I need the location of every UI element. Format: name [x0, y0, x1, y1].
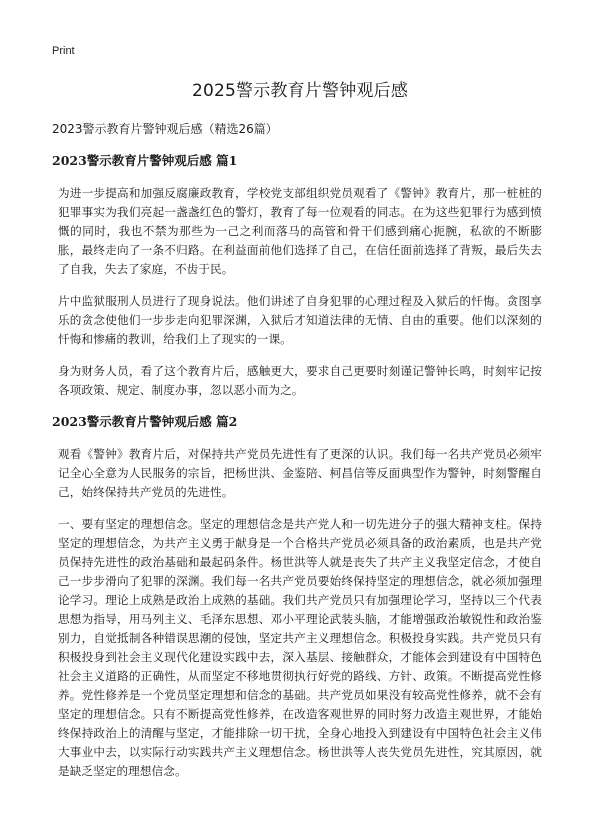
- paragraph: 片中监狱服刑人员进行了现身说法。他们讲述了自身犯罪的心理过程及入狱后的忏悔。贪图享乐的贪念使他们一步步走向犯罪深渊，入狱后才知道法律的无情、自由的重要。他们以深刻的忏悔和惨痛的教训，给我们上了现实的一课。: [58, 294, 542, 346]
- paragraph: 身为财务人员，看了这个教育片后，感触更大，要求自己更要时刻谨记警钟长鸣，时刻牢记按各项政策、规定、制度办事，忽以恶小而为之。: [58, 364, 542, 397]
- section-1: [52, 152, 542, 400]
- print-label: Print: [52, 45, 75, 57]
- section-heading: 2023警示教育片警钟观后感 篇2: [52, 414, 238, 429]
- paragraph: 观看《警钟》教育片后，对保持共产党员先进性有了更深的认识。我们每一名共产党员必须牢记全心全意为人民服务的宗旨，把杨世洪、金鉴陪、柯昌信等反面典型作为警钟，时刻警醒自己，始终保持共产党员的先进性。: [58, 447, 542, 499]
- document-title: 2025警示教育片警钟观后感: [191, 81, 409, 101]
- paragraph: 一、要有坚定的理想信念。坚定的理想信念是共产党人和一切先进分子的强大精神支柱。保持坚定的理想信念，为共产主义勇于献身是一个合格共产党员必须具备的政治素质，也是共产党员保持先进性的政治基础和最起码条件。杨世洪等人就是丧失了共产主义我坚定信念，才使自己一步步滑向了犯罪的深渊。我们每一名共产党员要始终保持坚定的理想信念，就必须加强理论学习。理论上成熟是政治上成熟的基础。我们共产党员只有加强理论学习，坚持以三个代表思想为指导，用马列主义、毛泽东思想、邓小平理论武装头脑，才能增强政治敏锐性和政治鉴别力，自觉抵制各种错误思潮的侵蚀，坚定共产主义理想信念。积极投身实践。共产党员只有积极投身到社会主义现代化建设实践中去，深入基层、接触群众，才能体会到建设有中国特色社会主义道路的正确性，从而坚定不移地贯彻执行好党的路线、方针、政策。不断提高党性修养。党性修养是一个党员坚定理想和信念的基础。共产党员如果没有较高党性修养，就不会有坚定的理想信念。只有不断提高党性修养，在改造客观世界的同时努力改造主观世界，才能始终保持政治上的清醒与坚定，才能排除一切干扰，全身心地投入到建设有中国特色社会主义伟大事业中去，以实际行动实践共产主义理想信念。杨世洪等人丧失党员先进性，究其原因，就是缺乏坚定的理想信念。: [58, 517, 542, 778]
- paragraph: 为进一步提高和加强反腐廉政教育，学校党支部组织党员观看了《警钟》教育片，那一桩桩的犯罪事实为我们亮起一盏盏红色的警灯，教育了每一位观看的同志。在为这些犯罪行为感到愤慨的同时，我也不禁为那些为一己之利而落马的高管和骨干们感到痛心扼腕，私欲的不断膨胀，最终走向了一条不归路。在利益面前他们选择了自己，在信任面前选择了背叛，最后失去了自我，失去了家庭，不齿于民。: [58, 186, 542, 276]
- section-2: [52, 413, 542, 781]
- document-subtitle: 2023警示教育片警钟观后感（精选26篇）: [52, 122, 278, 136]
- section-heading: 2023警示教育片警钟观后感 篇1: [52, 153, 238, 168]
